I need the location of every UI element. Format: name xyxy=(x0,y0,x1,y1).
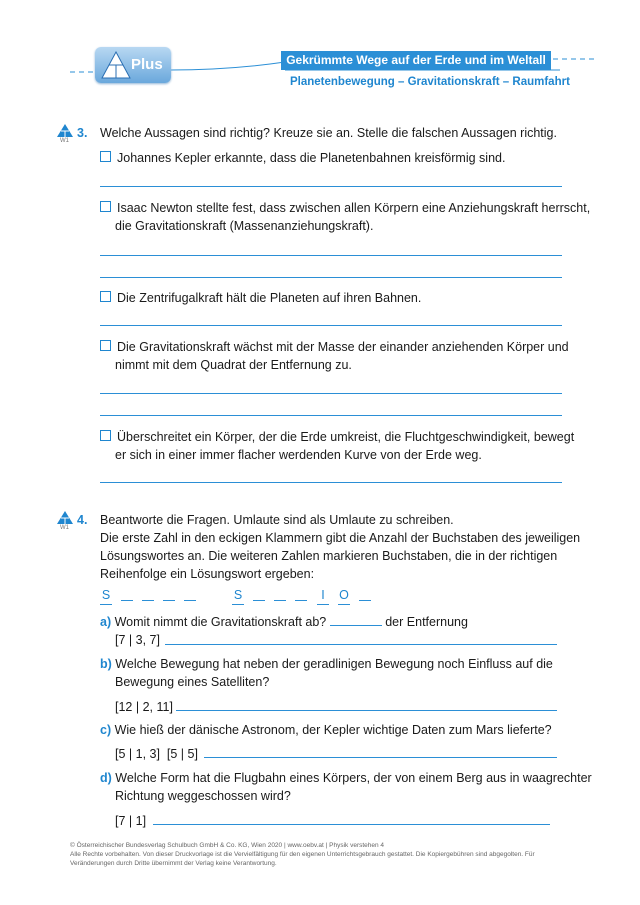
solution-letter[interactable] xyxy=(295,586,307,601)
solution-letter[interactable] xyxy=(253,586,265,601)
answer-line[interactable] xyxy=(100,482,562,483)
task4-intro-4: Reihenfolge ein Lösungswort ergeben: xyxy=(100,567,315,581)
question-b-code: [12 | 2, 11] xyxy=(115,700,173,714)
solution-letter[interactable]: S xyxy=(232,586,244,605)
question-b-line2: Bewegung eines Satelliten? xyxy=(115,675,270,689)
solution-letter[interactable]: S xyxy=(100,586,112,605)
solution-letter[interactable] xyxy=(163,586,175,601)
checkbox-1[interactable] xyxy=(100,151,111,162)
answer-line[interactable] xyxy=(100,393,562,394)
statement-4-line2: nimmt mit dem Quadrat der Entfernung zu. xyxy=(115,358,352,372)
statement-2-line2: die Gravitationskraft (Massenanziehungskraft). xyxy=(115,219,374,233)
task3-instruction: Welche Aussagen sind richtig? Kreuze sie an. Stelle die falschen Aussagen richtig. xyxy=(100,126,557,140)
question-a-code: [7 | 3, 7] xyxy=(115,633,160,647)
question-label: a) xyxy=(100,615,112,629)
solution-letter[interactable] xyxy=(359,586,371,601)
checkbox-4[interactable] xyxy=(100,340,111,351)
question-a: a) Womit nimmt die Gravitationskraft ab? der Entfernung xyxy=(100,612,468,631)
page-title: Gekrümmte Wege auf der Erde und im Weltall xyxy=(286,53,546,67)
question-d-code: [7 | 1] xyxy=(115,814,147,828)
title-box xyxy=(281,51,551,70)
solution-letter[interactable] xyxy=(274,586,286,601)
checkbox-3[interactable] xyxy=(100,291,111,302)
statement-3: Die Zentrifugalkraft hält die Planeten auf ihren Bahnen. xyxy=(100,289,421,307)
solution-letter[interactable] xyxy=(142,586,154,601)
checkbox-5[interactable] xyxy=(100,430,111,441)
answer-line[interactable] xyxy=(204,757,557,758)
answer-line[interactable] xyxy=(100,325,562,326)
solution-word xyxy=(100,586,390,604)
statement-5-line2: er sich in einer immer flacher werdenden Kurve von der Erde weg. xyxy=(115,448,482,462)
triangle-icon xyxy=(101,51,131,79)
solution-letter[interactable]: I xyxy=(317,586,329,605)
statement-1: Johannes Kepler erkannte, dass die Planetenbahnen kreisförmig sind. xyxy=(100,149,505,167)
footer-rights: Alle Rechte vorbehalten. Von dieser Druckvorlage ist die Vervielfältigung für den eigenen Unterrichtsgebrauch gestattet. Die Kopiergebühren sind abgegolten. Für xyxy=(70,851,535,858)
statement-2: Isaac Newton stellte fest, dass zwischen allen Körpern eine Anziehungskraft herrscht, xyxy=(100,199,590,217)
question-label: c) xyxy=(100,723,112,737)
answer-line[interactable] xyxy=(165,644,557,645)
plus-logo xyxy=(95,47,171,83)
answer-line[interactable] xyxy=(100,277,562,278)
footer-disclaimer: Veränderungen durch Dritte übernimmt der Verlag keine Verantwortung. xyxy=(70,860,277,867)
logo-text: Plus xyxy=(131,56,163,73)
statement-4: Die Gravitationskraft wächst mit der Masse der einander anziehenden Körper und xyxy=(100,338,569,356)
task4-number: 4. xyxy=(77,513,88,527)
statement-5: Überschreitet ein Körper, der die Erde umkreist, die Fluchtgeschwindigkeit, bewegt xyxy=(100,428,574,446)
level-triangle-icon xyxy=(57,511,73,524)
answer-line[interactable] xyxy=(100,186,562,187)
solution-letter[interactable] xyxy=(121,586,133,601)
task4-level: W1 xyxy=(60,525,69,531)
page-subtitle: Planetenbewegung – Gravitationskraft – Raumfahrt xyxy=(290,76,570,88)
question-label: d) xyxy=(100,771,112,785)
solution-letter[interactable] xyxy=(184,586,196,601)
checkbox-2[interactable] xyxy=(100,201,111,212)
question-d: d) Welche Form hat die Flugbahn eines Körpers, der von einem Berg aus in waagrechter xyxy=(100,771,592,785)
answer-line[interactable] xyxy=(100,415,562,416)
answer-line[interactable] xyxy=(176,710,557,711)
answer-blank[interactable] xyxy=(330,612,382,626)
task4-intro-1: Beantworte die Fragen. Umlaute sind als Umlaute zu schreiben. xyxy=(100,513,454,527)
question-b: b) Welche Bewegung hat neben der geradlinigen Bewegung noch Einfluss auf die xyxy=(100,657,553,671)
question-c-code: [5 | 1, 3] [5 | 5] xyxy=(115,747,198,761)
task3-level: W1 xyxy=(60,138,69,144)
task4-intro-2: Die erste Zahl in den eckigen Klammern gibt die Anzahl der Buchstaben des jeweiligen xyxy=(100,531,581,545)
footer-copyright: © Österreichischer Bundesverlag Schulbuch GmbH & Co. KG, Wien 2020 | www.oebv.at | Physik verstehen 4 xyxy=(70,842,385,849)
question-label: b) xyxy=(100,657,112,671)
solution-letter[interactable]: O xyxy=(338,586,350,605)
level-triangle-icon xyxy=(57,124,73,137)
task4-intro-3: Lösungswortes an. Die weiteren Zahlen markieren Buchstaben, die in der richtigen xyxy=(100,549,558,563)
question-c: c) Wie hieß der dänische Astronom, der Kepler wichtige Daten zum Mars lieferte? xyxy=(100,723,552,737)
question-d-line2: Richtung weggeschossen wird? xyxy=(115,789,291,803)
answer-line[interactable] xyxy=(100,255,562,256)
task3-number: 3. xyxy=(77,126,88,140)
answer-line[interactable] xyxy=(153,824,550,825)
